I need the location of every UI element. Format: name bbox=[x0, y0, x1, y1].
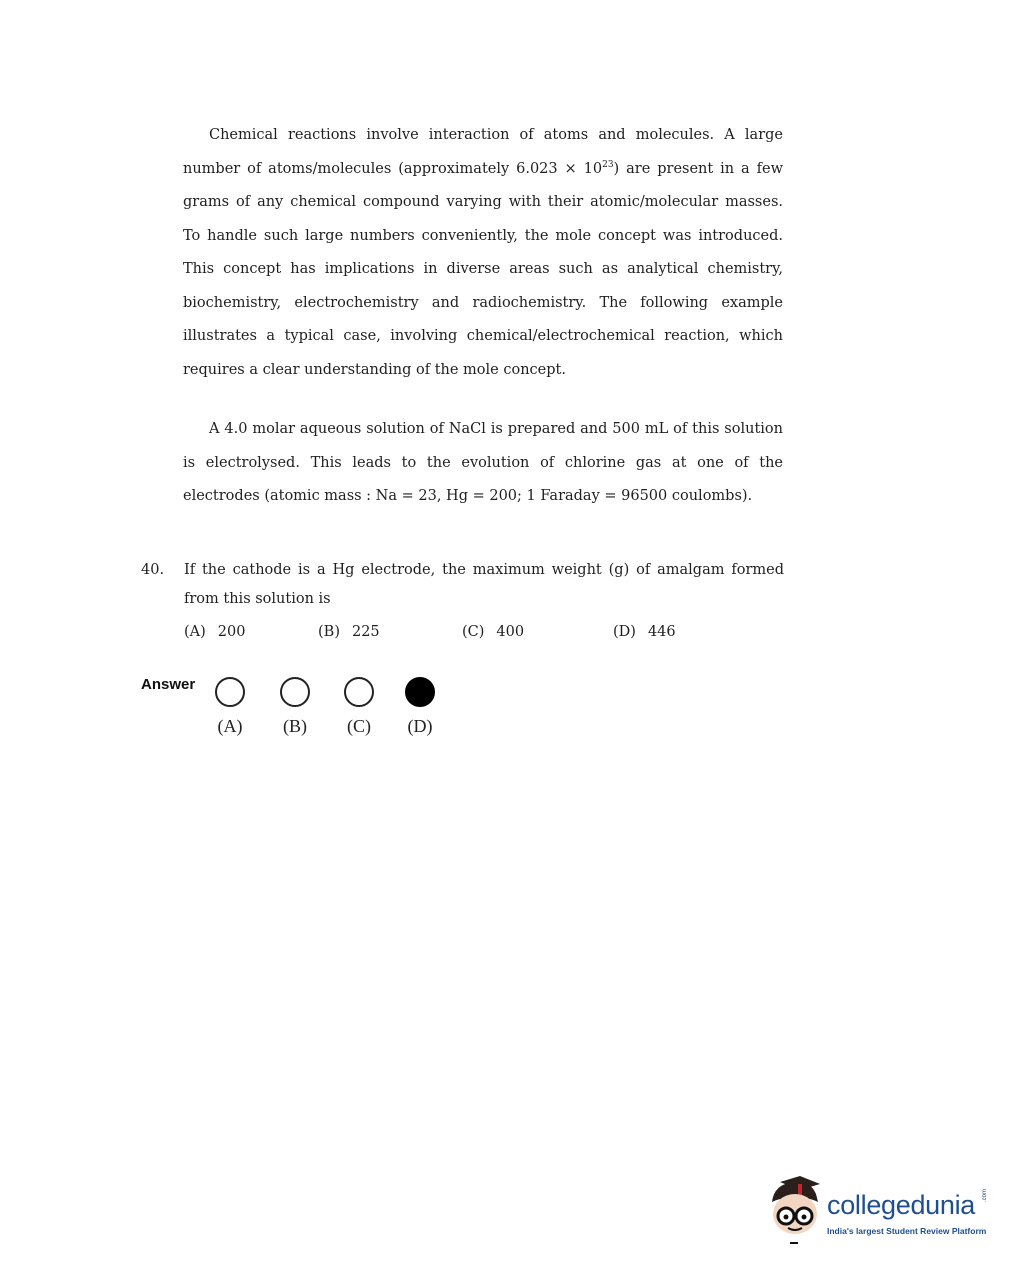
brand-tagline: India's largest Student Review Platform bbox=[827, 1226, 987, 1236]
option-b bbox=[318, 620, 380, 644]
brand-name: collegedunia bbox=[827, 1190, 976, 1220]
option-d bbox=[613, 620, 676, 644]
bubble-label-c: (C) bbox=[347, 716, 371, 736]
brand-suffix: .com bbox=[982, 1188, 988, 1202]
answer-bubble-c[interactable] bbox=[344, 677, 374, 707]
question-text: If the cathode is a Hg electrode, the maximum weight (g) of amalgam formed from this solution is bbox=[184, 562, 784, 607]
answer-bubble-d[interactable] bbox=[405, 677, 435, 707]
answer-bubble-b[interactable] bbox=[280, 677, 310, 707]
option-value: 225 bbox=[351, 624, 380, 640]
question-number: 40. bbox=[141, 562, 165, 578]
bubble-label-b: (B) bbox=[283, 716, 307, 736]
option-value: 400 bbox=[496, 624, 525, 640]
option-label: (B) bbox=[318, 624, 340, 640]
passage-text: Chemical reactions involve interaction of atoms and molecules. A large number of atoms/molecules (approximately 6.023 × 10 bbox=[183, 127, 783, 177]
bubble-label-d: (D) bbox=[407, 716, 433, 736]
answer-bubble-a[interactable] bbox=[215, 677, 245, 707]
option-value: 446 bbox=[647, 624, 676, 640]
option-value: 200 bbox=[217, 624, 246, 640]
option-label: (C) bbox=[462, 624, 485, 640]
bubble-label-a: (A) bbox=[217, 716, 243, 736]
passage-paragraph-1 bbox=[183, 119, 783, 387]
option-label: (D) bbox=[613, 624, 636, 640]
option-c bbox=[462, 620, 524, 644]
passage-text: ) are present in a few grams of any chemical compound varying with their atomic/molecular masses. To handle such large numbers conveniently, the mole concept was introduced. This concept has implications in diverse areas such as analytical chemistry, biochemistry, electrochemistry and radiochemistry. The following example illustrates a typical case, involving chemical/electrochemical reaction, which requires a clear understanding of the mole concept. bbox=[183, 160, 783, 378]
option-label: (A) bbox=[184, 624, 206, 640]
exponent: 23 bbox=[602, 159, 614, 170]
option-a bbox=[184, 620, 245, 644]
passage-paragraph-2: A 4.0 molar aqueous solution of NaCl is prepared and 500 mL of this solution is electrolysed. This leads to the evolution of chlorine gas at one of the electrodes (atomic mass : Na = 23, Hg = 200; 1 Faraday = 96500 coulombs). bbox=[183, 421, 783, 504]
answer-label: Answer bbox=[141, 676, 196, 693]
